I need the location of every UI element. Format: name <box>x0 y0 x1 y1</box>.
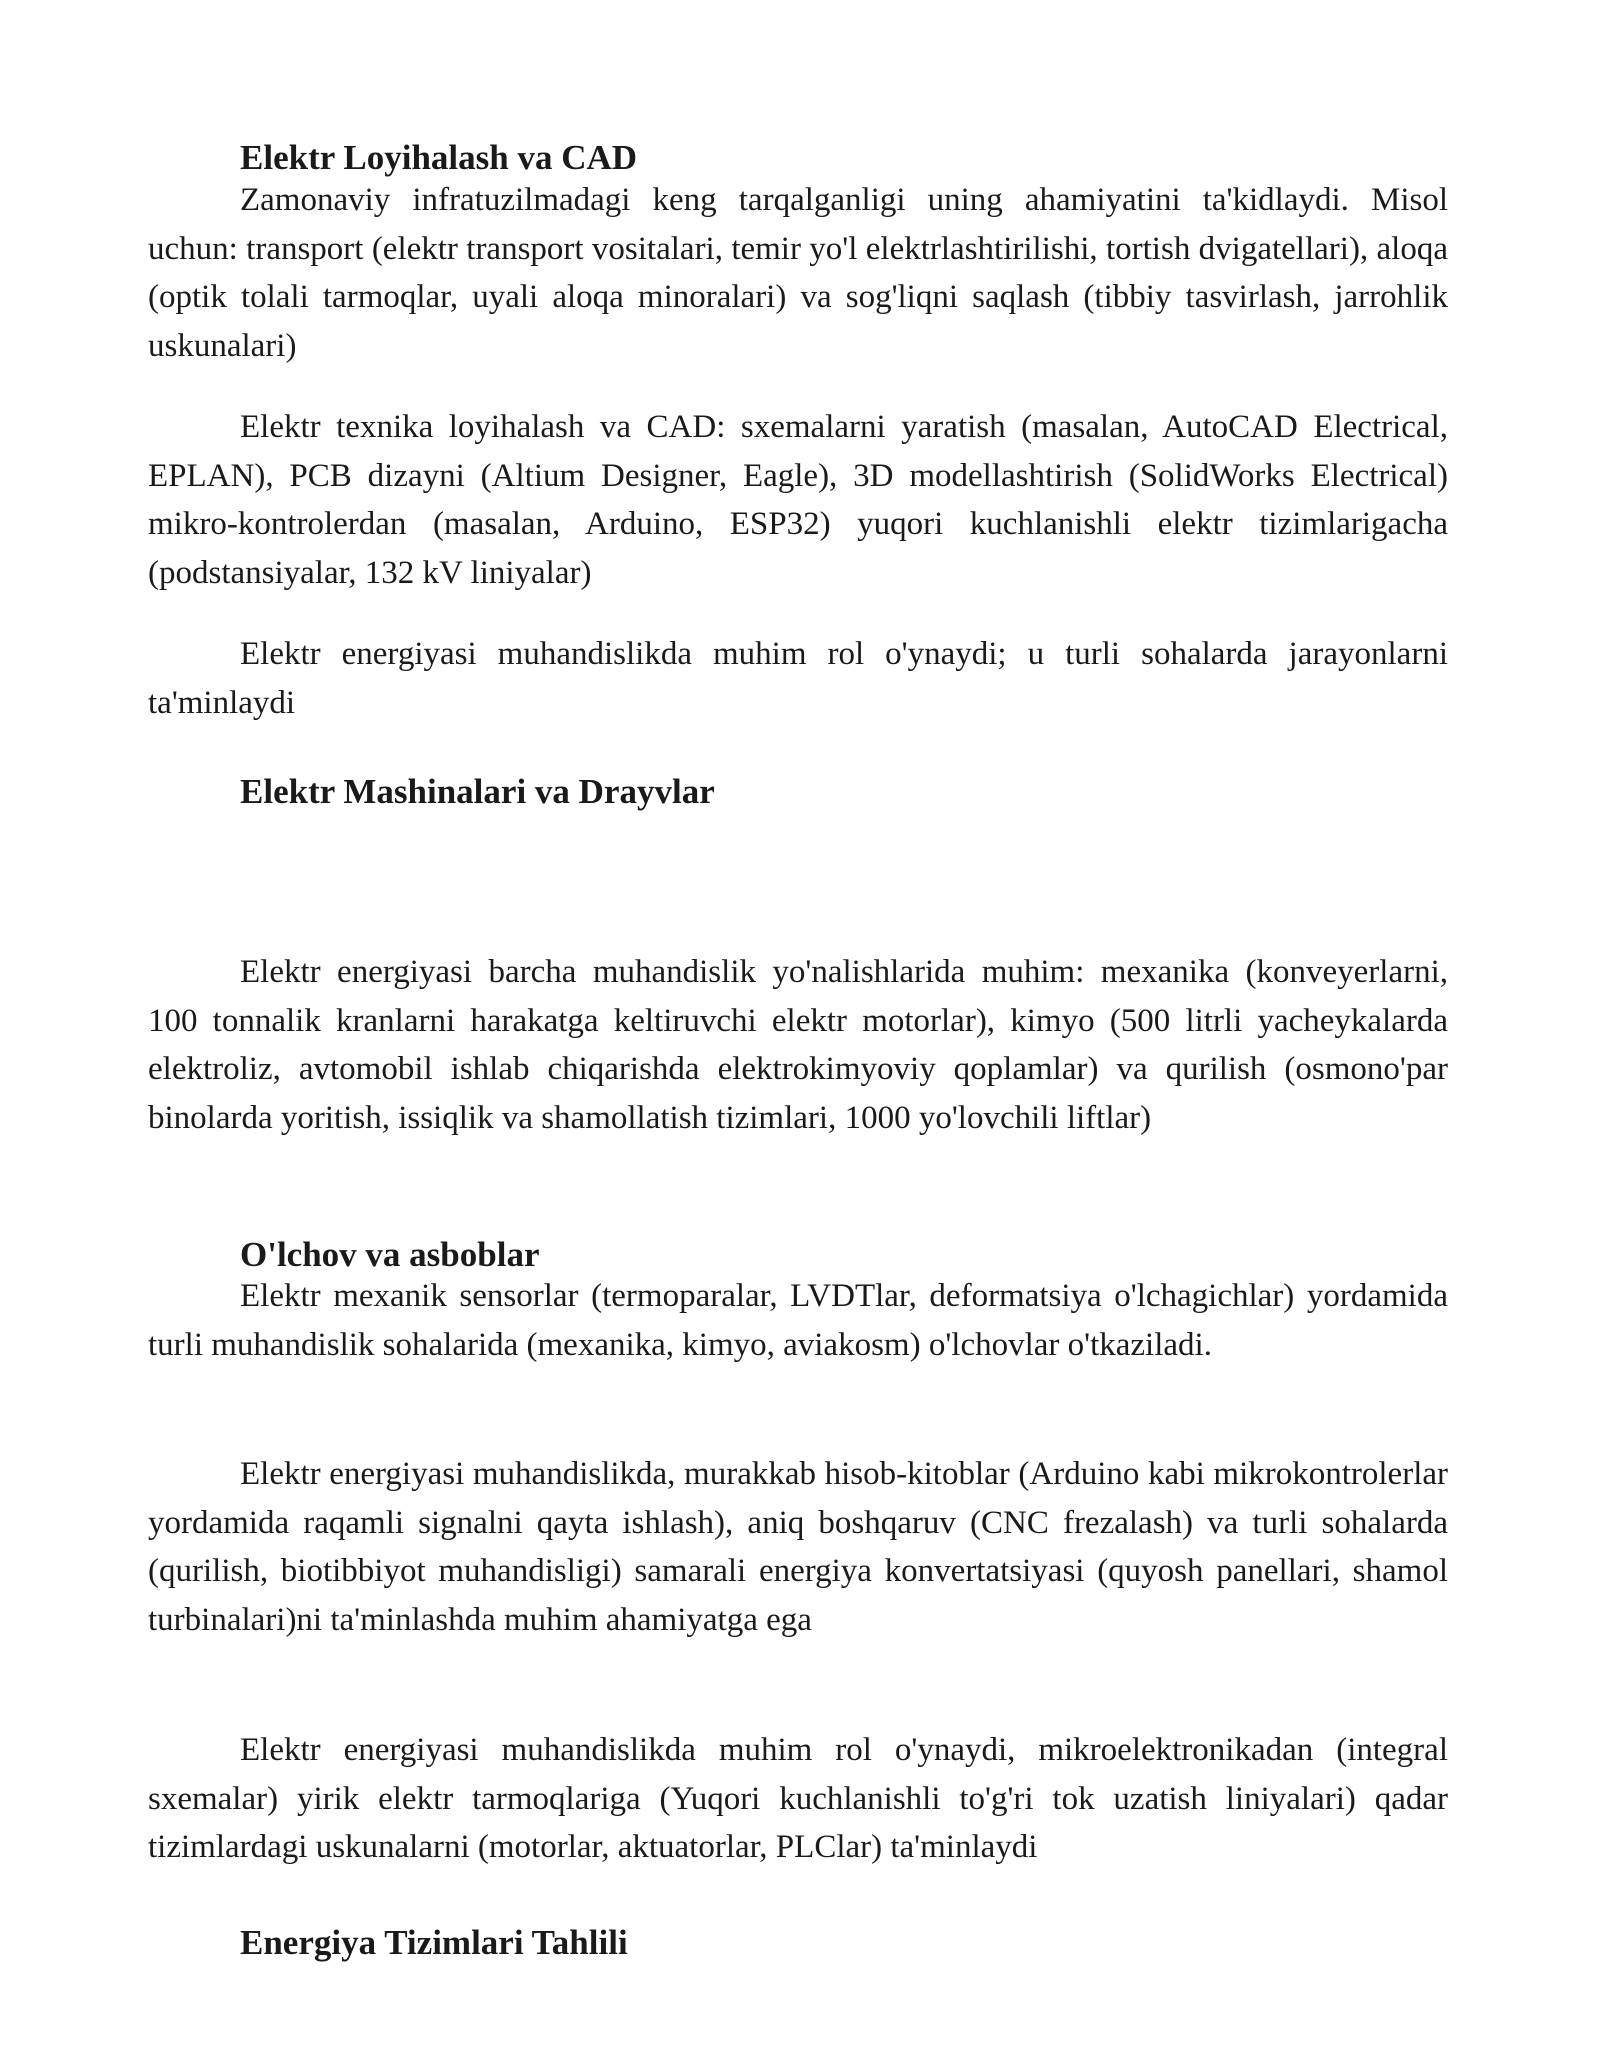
section-heading-cad: Elektr Loyihalash va CAD <box>240 138 638 177</box>
paragraph-microelectronics-grids: Elektr energiyasi muhandislikda muhim rol o'ynaydi, mikroelektronikadan (integral sxemalar) yirik elektr tarmoqlariga (Yuqori kuchlanishli to'g'ri tok uzatish liniyalari) qadar tizimlardagi uskunalarni (motorlar, aktuatorlar, PLClar) ta'minlaydi <box>148 1732 1448 1865</box>
section-heading-power-systems: Energiya Tizimlari Tahlili <box>240 1923 628 1962</box>
paragraph-engineering-fields: Elektr energiyasi barcha muhandislik yo'nalishlarida muhim: mexanika (konveyerlarni, 100 tonnalik kranlarni harakatga keltiruvchi elektr motorlar), kimyo (500 litrli yacheykalarda elektroliz, avtomobil ishlab chiqarishda elektrokimyoviy qoplamlar) va qurilish (osmono'par binolarda yoritish, issiqlik va shamollatish tizimlari, 1000 yo'lovchili liftlar) <box>148 954 1448 1136</box>
paragraph-computation-control: Elektr energiyasi muhandislikda, murakkab hisob-kitoblar (Arduino kabi mikrokontrolerlar yordamida raqamli signalni qayta ishlash), aniq boshqaruv (CNC frezalash) va turli sohalarda (qurilish, biotibbiyot muhandisligi) samarali energiya konvertatsiyasi (quyosh panellari, shamol turbinalari)ni ta'minlashda muhim ahamiyatga ega <box>148 1456 1448 1638</box>
paragraph-sensors: Elektr mexanik sensorlar (termoparalar, LVDTlar, deformatsiya o'lchagichlar) yordamida turli muhandislik sohalarida (mexanika, kimyo, aviakosm) o'lchovlar o'tkaziladi. <box>148 1278 1448 1363</box>
document-page <box>148 0 1448 2070</box>
section-heading-machines-drives: Elektr Mashinalari va Drayvlar <box>240 772 715 811</box>
paragraph-cad-tools: Elektr texnika loyihalash va CAD: sxemalarni yaratish (masalan, AutoCAD Electrical, EPLAN), PCB dizayni (Altium Designer, Eagle), 3D modellashtirish (SolidWorks Electrical) mikro-kontrolerdan (masalan, Arduino, ESP32) yuqori kuchlanishli elektr tizimlarigacha (podstansiyalar, 132 kV liniyalar) <box>148 409 1448 591</box>
paragraph-energy-role: Elektr energiyasi muhandislikda muhim rol o'ynaydi; u turli sohalarda jarayonlarni ta'minlaydi <box>148 636 1448 721</box>
section-heading-measurement: O'lchov va asboblar <box>240 1235 540 1274</box>
paragraph-infrastructure: Zamonaviy infratuzilmadagi keng tarqalganligi uning ahamiyatini ta'kidlaydi. Misol uchun: transport (elektr transport vositalari, temir yo'l elektrlashtirilishi, tortish dvigatellari), aloqa (optik tolali tarmoqlar, uyali aloqa minoralari) va sog'liqni saqlash (tibbiy tasvirlash, jarrohlik uskunalari) <box>148 182 1448 364</box>
